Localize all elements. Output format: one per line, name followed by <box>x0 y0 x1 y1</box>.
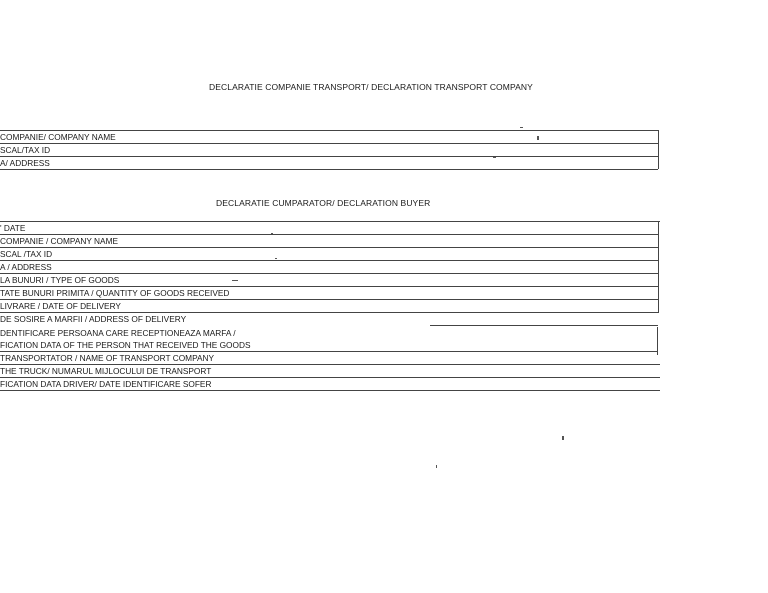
table-right-border-segment <box>657 327 658 355</box>
scan-speck <box>562 436 564 440</box>
form-row-receiver-identification <box>0 325 658 352</box>
scan-speck <box>520 127 523 128</box>
row-label: COMPANIE / COMPANY NAME <box>0 236 119 246</box>
scan-speck <box>537 136 539 140</box>
row-label: SCAL /TAX ID <box>0 249 53 259</box>
row-label: A/ ADDRESS <box>0 158 50 168</box>
form-row-delivery-address <box>0 313 660 325</box>
row-label-line-1: DENTIFICARE PERSOANA CARE RECEPTIONEAZA MARFA / <box>0 328 236 338</box>
form-row-company-name <box>0 131 658 144</box>
row-label: COMPANIE/ COMPANY NAME <box>0 132 116 142</box>
form-row-address <box>0 261 659 274</box>
form-row-tax-id <box>0 248 659 261</box>
delivery-address-underline <box>430 325 658 326</box>
row-label-line-2: FICATION DATA OF THE PERSON THAT RECEIVED THE GOODS <box>0 340 251 350</box>
row-label: A / ADDRESS <box>0 262 52 272</box>
scan-speck <box>493 157 496 158</box>
row-label: LIVRARE / DATE OF DELIVERY <box>0 301 121 311</box>
scan-speck <box>436 465 437 468</box>
form-row-date <box>0 222 659 235</box>
row-label: FICATION DATA DRIVER/ DATE IDENTIFICARE SOFER <box>0 379 212 389</box>
scan-speck <box>232 280 238 281</box>
row-label: SCAL/TAX ID <box>0 145 51 155</box>
form-row-driver-identification <box>0 378 660 391</box>
row-label: LA BUNURI / TYPE OF GOODS <box>0 275 120 285</box>
form-row-tax-id <box>0 144 658 157</box>
buyer-declaration-table <box>0 221 660 391</box>
row-label: ' DATE <box>0 223 26 233</box>
form-row-address <box>0 157 658 170</box>
row-label: DE SOSIRE A MARFII / ADDRESS OF DELIVERY <box>0 314 187 324</box>
form-row-company-name <box>0 235 659 248</box>
row-label: TATE BUNURI PRIMITA / QUANTITY OF GOODS RECEIVED <box>0 288 230 298</box>
form-row-truck-number <box>0 365 660 378</box>
row-label: THE TRUCK/ NUMARUL MIJLOCULUI DE TRANSPORT <box>0 366 212 376</box>
transport-section-title: DECLARATIE COMPANIE TRANSPORT/ DECLARATION TRANSPORT COMPANY <box>209 82 533 92</box>
buyer-section-title: DECLARATIE CUMPARATOR/ DECLARATION BUYER <box>216 198 431 208</box>
scan-speck <box>275 258 277 259</box>
row-label: TRANSPORTATOR / NAME OF TRANSPORT COMPANY <box>0 353 215 363</box>
form-row-transporter-name <box>0 352 660 365</box>
form-row-delivery-date <box>0 300 659 313</box>
transport-company-table <box>0 130 659 169</box>
form-row-quantity <box>0 287 659 300</box>
form-row-type-of-goods <box>0 274 659 287</box>
scan-speck <box>271 233 273 234</box>
